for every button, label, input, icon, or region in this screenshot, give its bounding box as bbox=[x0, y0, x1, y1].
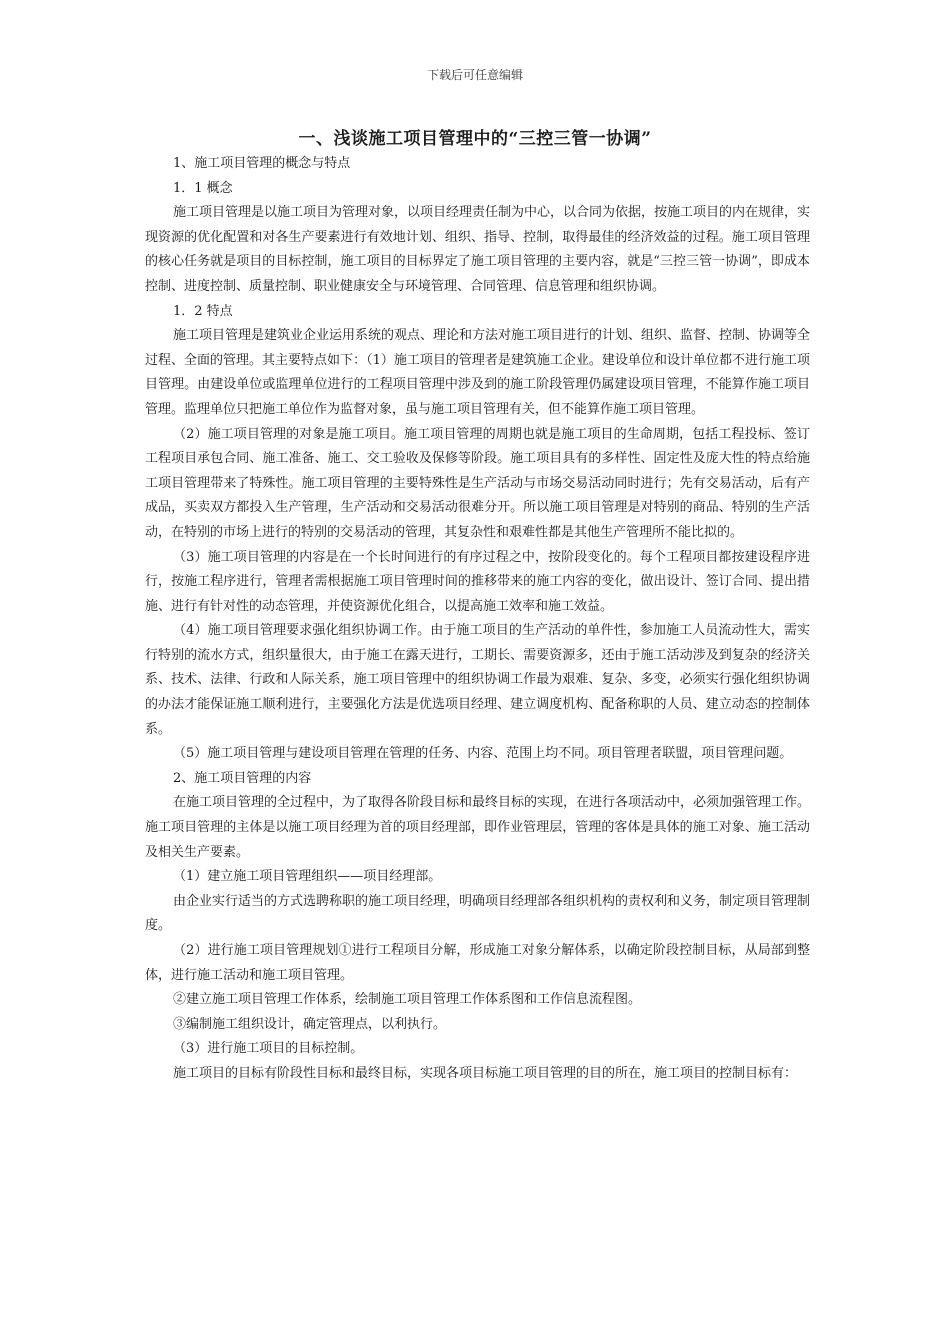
paragraph: （2）施工项目管理的对象是施工项目。施工项目管理的周期也就是施工项目的生命周期，包括工程投标、签订工程项目承包合同、施工准备、施工、交工验收及保修等阶段。施工项目具有的多样性、固定性及庞大性的特点给施工项目管理带来了特殊性。施工项目管理的主要特殊性是生产活动与市场交易活动同时进行；先有交易活动，后有产成品，买卖双方都投入生产管理，生产活动和交易活动很难分开。所以施工项目管理是对特别的商品、特别的生产活动，在特别的市场上进行的特别的交易活动的管理，其复杂性和艰难性都是其他生产管理所不能比拟的。 bbox=[145, 426, 810, 540]
header-note: 下载后可任意编辑 bbox=[426, 68, 523, 82]
section-heading-1: 1、施工项目管理的概念与特点 bbox=[173, 156, 351, 171]
paragraph: 施工项目的目标有阶段性目标和最终目标，实现各项目标施工项目管理的目的所在，施工项目的控制目标有： bbox=[173, 1065, 798, 1081]
paragraph: 由企业实行适当的方式选聘称职的施工项目经理，明确项目经理部各组织机构的责权利和义务，制定项目管理制度。 bbox=[145, 893, 811, 934]
paragraph: 在施工项目管理的全过程中，为了取得各阶段目标和最终目标的实现，在进行各项活动中，必须加强管理工作。施工项目管理的主体是以施工项目经理为首的项目经理部，即作业管理层，管理的客体是具体的施工对象、施工活动及相关生产要素。 bbox=[145, 795, 811, 860]
paragraph: 施工项目管理是以施工项目为管理对象，以项目经理责任制为中心，以合同为依据，按施工项目的内在规律，实现资源的优化配置和对各生产要素进行有效地计划、组织、指导、控制，取得最佳的经济效益的过程。施工项目管理的核心任务就是项目的目标控制，施工项目的目标界定了施工项目管理的主要内容，就是“三控三管一协调”，即成本控制、进度控制、质量控制、职业健康安全与环境管理、合同管理、信息管理和组织协调。 bbox=[145, 205, 811, 294]
section-heading-2: 2、施工项目管理的内容 bbox=[173, 770, 312, 786]
subsection-heading-1-2: 1．2 特点 bbox=[173, 303, 233, 319]
paragraph: （1）建立施工项目管理组织——项目经理部。 bbox=[173, 869, 442, 885]
paragraph: （2）进行施工项目管理规划①进行工程项目分解，形成施工对象分解体系，以确定阶段控制目标，从局部到整体，进行施工活动和施工项目管理。 bbox=[145, 943, 810, 983]
paragraph: （3）施工项目管理的内容是在一个长时间进行的有序过程之中，按阶段变化的。每个工程项目都按建设程序进行，按施工程序进行，管理者需根据施工项目管理时间的推移带来的施工内容的变化，做出设计、签订合同、提出措施、进行有针对性的动态管理，并使资源优化组合，以提高施工效率和施工效益。 bbox=[145, 549, 810, 614]
paragraph: （4）施工项目管理要求强化组织协调工作。由于施工项目的生产活动的单件性，参加施工人员流动性大，需实行特别的流水方式，组织量很大，由于施工在露天进行，工期长、需要资源多，还由于施工活动涉及到复杂的经济关系、技术、法律、行政和人际关系，施工项目管理中的组织协调工作最为艰难、复杂、多变，必须实行强化组织协调的办法才能保证施工顺利进行，主要强化方法是优选项目经理、建立调度机构、配备称职的人员、建立动态的控制体系。 bbox=[145, 623, 810, 737]
paragraph: （5）施工项目管理与建设项目管理在管理的任务、内容、范围上均不同。项目管理者联盟，项目管理问题。 bbox=[173, 746, 793, 762]
paragraph: （3）进行施工项目的目标控制。 bbox=[173, 1041, 364, 1057]
subsection-heading-1-1: 1．1 概念 bbox=[173, 180, 233, 196]
document-title: 一、浅谈施工项目管理中的“三控三管一协调” bbox=[298, 129, 652, 149]
paragraph: ③编制施工组织设计，确定管理点，以利执行。 bbox=[173, 1016, 447, 1032]
document-body bbox=[145, 152, 810, 1087]
paragraph: ②建立施工项目管理工作体系，绘制施工项目管理工作体系图和工作信息流程图。 bbox=[173, 992, 642, 1008]
paragraph: 施工项目管理是建筑业企业运用系统的观点、理论和方法对施工项目进行的计划、组织、监督、控制、协调等全过程、全面的管理。其主要特点如下：（1）施工项目的管理者是建筑施工企业。建设单位和设计单位都不进行施工项目管理。由建设单位或监理单位进行的工程项目管理中涉及到的施工阶段管理仍属建设项目管理，不能算作施工项目管理。监理单位只把施工单位作为监督对象，虽与施工项目管理有关，但不能算作施工项目管理。 bbox=[145, 328, 811, 417]
